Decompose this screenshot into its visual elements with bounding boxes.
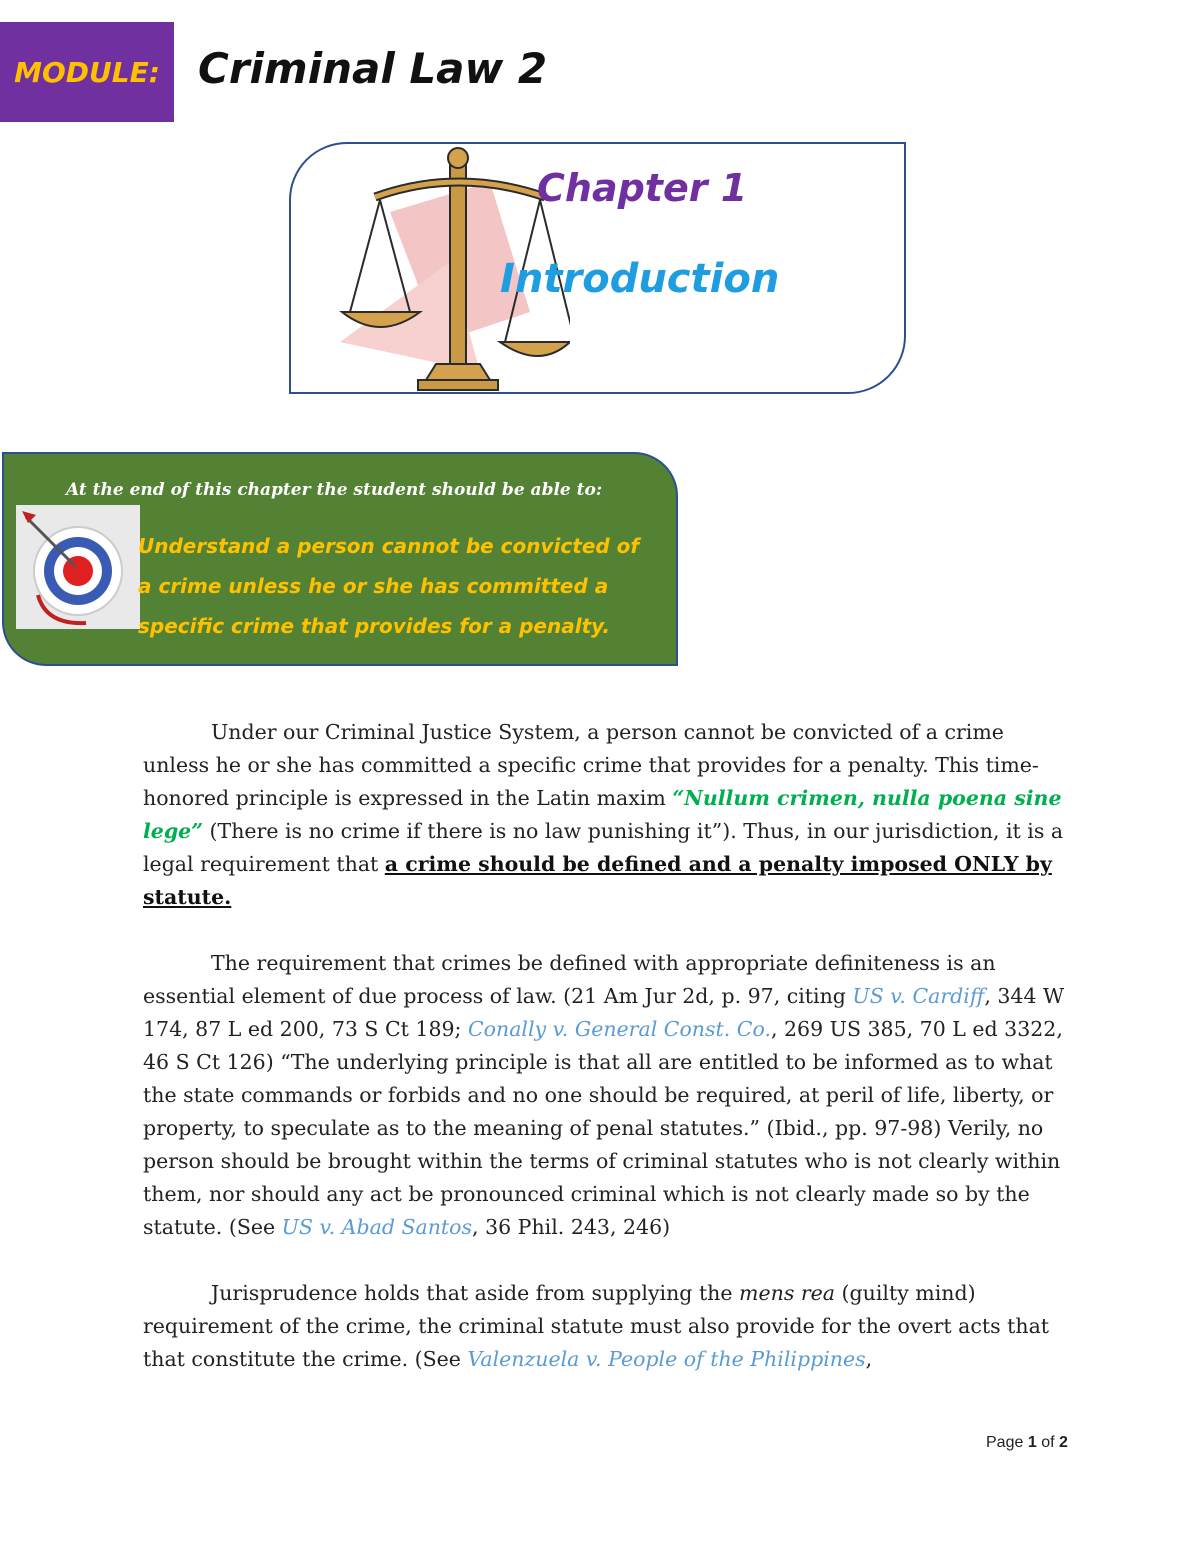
case-link-conally[interactable]: Conally v. General Const. Co. [467, 1017, 771, 1041]
paragraph-3 [143, 1277, 1068, 1376]
mens-rea-term: mens rea [739, 1281, 836, 1305]
p2-text-a: The requirement that crimes be defined with appropriate definiteness is an essential element of due process of law. (21 Am Jur 2d, p. 97, citing [143, 951, 996, 1008]
p2-text-d: , 36 Phil. 243, 246) [472, 1215, 671, 1239]
p1-text-b: (There is no crime if there is no law punishing it”). Thus, in our jurisdiction, it is a legal requirement that [143, 819, 1064, 876]
p3-text-a: Jurisprudence holds that aside from supplying the [211, 1281, 740, 1305]
paragraph-2 [143, 947, 1068, 1244]
chapter-title: Introduction [500, 256, 780, 302]
latin-maxim: “Nullum crimen, nulla poena sine lege” [143, 786, 1062, 843]
target-arrow-icon [16, 505, 140, 629]
module-badge [0, 22, 174, 122]
p3-text-b: (guilty mind) requirement of the crime, the criminal statute must also provide for the overt acts that that constitute the crime. (See [143, 1281, 1050, 1371]
objectives-text: Understand a person cannot be convicted of a crime unless he or she has committed a specific crime that provides for a penalty. [138, 534, 640, 638]
of-word: of [1041, 1434, 1055, 1451]
module-title: Criminal Law 2 [198, 44, 548, 93]
p2-text-b: , 344 W 174, 87 L ed 200, 73 S Ct 189; [143, 984, 1065, 1041]
page-word: Page [986, 1434, 1024, 1451]
page-number [986, 1434, 1068, 1452]
case-link-us-v-cardiff[interactable]: US v. Cardiff [852, 984, 985, 1008]
document-body [143, 716, 1068, 1409]
paragraph-1 [143, 716, 1068, 914]
total-pages: 2 [1058, 1434, 1068, 1451]
p2-text-c: , 269 US 385, 70 L ed 3322, 46 S Ct 126) “The underlying principle is that all are entitled to be informed as to what the state commands or forbids and no one should be required, at peril of life, liberty, or property, to speculate as to the meaning of penal statutes.” (Ibid., pp. 97-98) Verily, no person should be brought within the terms of criminal statutes who is not clearly within them, nor should any act be pronounced criminal which is not clearly made so by the statute. (See [143, 1017, 1063, 1239]
p3-text-c: , [865, 1347, 873, 1371]
chapter-number: Chapter 1 [537, 166, 748, 210]
module-label: MODULE: [14, 55, 160, 89]
case-link-us-v-abad-santos[interactable]: US v. Abad Santos [281, 1215, 473, 1239]
p1-text-a: Under our Criminal Justice System, a person cannot be convicted of a crime unless he or she has committed a specific crime that provides for a penalty. This time-honored principle is expressed in the Latin maxim [143, 720, 1039, 810]
objectives-heading: At the end of this chapter the student should be able to: [66, 480, 603, 500]
statute-requirement: a crime should be defined and a penalty imposed ONLY by statute. [143, 852, 1052, 909]
case-link-valenzuela[interactable]: Valenzuela v. People of the Philippines [467, 1347, 866, 1371]
current-page: 1 [1027, 1434, 1037, 1451]
